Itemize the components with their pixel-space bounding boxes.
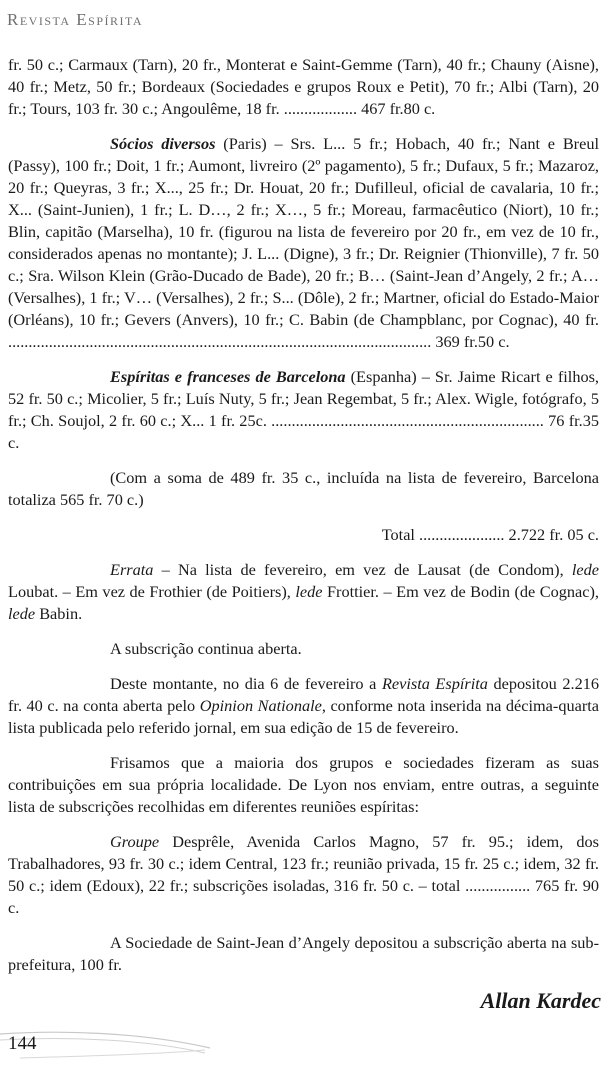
- page-number: 144: [8, 1033, 37, 1054]
- paragraph-1: [8, 54, 599, 120]
- paragraph-text: , conforme nota inserida na décima-quarta lista publicada pelo referido jornal, em sua edição de 15 de fevereiro.: [8, 696, 600, 737]
- paragraph-text: A Sociedade de Saint-Jean d’Angely depositou a subscrição aberta na sub-prefeitura, 100 fr.: [8, 933, 599, 974]
- paragraph-barcelona-note: [8, 467, 599, 511]
- total-text: Total ..................... 2.722 fr. 05 c.: [381, 525, 599, 544]
- groupe-label: Groupe: [110, 832, 160, 851]
- paragraph-text: Frottier. – Em vez de Bodin (de Cognac),: [322, 582, 599, 601]
- paragraph-text: Desprêle, Avenida Carlos Magno, 57 fr. 95.; idem, dos Trabalhadores, 93 fr. 30 c.; idem Central, 123 fr.; reunião privada, 15 fr. 25 c.; idem, 32 fr. 50 c.; idem (Edoux), 22 fr.; subscrições isoladas, 316 fr. 50 c. – total ................ 765 fr. 90 c.: [8, 832, 599, 917]
- newspaper-title: Opinion Nationale: [199, 696, 322, 715]
- paragraph-text: Frisamos que a maioria dos grupos e sociedades fizeram as suas contribuições em sua própria localidade. De Lyon nos enviam, entre outras, a seguinte lista de subscrições recolhidas em diferentes reuniões espíritas:: [8, 753, 599, 816]
- paragraph-text: Deste montante, no dia 6 de fevereiro a: [110, 674, 382, 693]
- paragraph-text: A subscrição continua aberta.: [110, 639, 302, 658]
- signature: Allan Kardec: [480, 988, 601, 1013]
- lede-word: lede: [295, 582, 323, 601]
- paragraph-deposit: [8, 673, 599, 739]
- journal-title: Revista Espírita: [381, 674, 488, 693]
- paragraph-errata: [8, 559, 599, 625]
- paragraph-text: (Paris) – Srs. L... 5 fr.; Hobach, 40 fr.; Nant e Breul (Passy), 100 fr.; Doit, 1 fr.; Aumont, livreiro (2º pagamento), 5 fr.; Dufaux, 5 fr.; Mazaroz, 20 fr.; Queyras, 3 fr.; X..., 25 fr.; Dr. Houat, 20 fr.; Dufilleul, oficial de cavalaria, 10 fr.; X... (Saint-Junien), 1 fr.; L. D…, 2 fr.; X…, 5 fr.; Moreau, farmacêutico (Niort), 10 fr.; Blin, capitão (Marselha), 10 fr. (figurou na lista de fevereiro por 20 fr., em vez de 10 fr., considerados apenas no montante); J. L... (Digne), 3 fr.; Dr. Reignier (Thionville), 7 fr. 50 c.; Sra. Wilson Klein (Grão-Ducado de Bade), 20 fr.; B… (Saint-Jean d’Angely, 2 fr.; A… (Versalhes), 1 fr.; V… (Versalhes), 2 fr.; S... (Dôle), 2 fr.; Martner, oficial do Estado-Maior (Orléans), 10 fr.; Gevers (Anvers), 10 fr.; C. Babin (de Champblanc, por Cognac), 40 fr. ........................................................................................................ 369 fr.50 c.: [8, 134, 599, 351]
- paragraph-text: Loubat. – Em vez de Frothier (de Poitiers),: [8, 582, 296, 601]
- section-lead: Sócios diversos: [110, 134, 216, 153]
- paragraph-barcelona: [8, 366, 599, 454]
- paragraph-lyon: [8, 752, 599, 818]
- paragraph-text: fr. 50 c.; Carmaux (Tarn), 20 fr., Monterat e Saint-Gemme (Tarn), 40 fr.; Chauny (Aisne), 40 fr.; Metz, 50 fr.; Bordeaux (Sociedades e grupos Roux e Petit), 70 fr.; Albi (Tarn), 20 fr.; Tours, 103 fr. 30 c.; Angoulême, 18 fr. .................. 467 fr.80 c.: [8, 55, 599, 118]
- paragraph-text: (Espanha) – Sr. Jaime Ricart e filhos, 52 fr. 50 c.; Micolier, 5 fr.; Luís Nuty, 5 fr.; Jean Regembat, 5 fr.; Alex. Wigle, fotógrafo, 5 fr.; Ch. Soujol, 2 fr. 60 c.; X... 1 fr. 25c. ................................................................... 76 fr.35 c.: [8, 367, 600, 452]
- paragraph-subscription-open: [8, 638, 599, 660]
- paragraph-groupe: [8, 831, 599, 919]
- section-lead: Espíritas e franceses de Barcelona: [110, 367, 346, 386]
- total-line: [8, 524, 599, 546]
- running-header: Revista Espírita: [7, 10, 144, 29]
- paragraph-saint-jean: [8, 932, 599, 976]
- paragraph-socios-diversos: [8, 133, 599, 353]
- paragraph-text: (Com a soma de 489 fr. 35 c., incluída na lista de fevereiro, Barcelona totaliza 565 fr. 70 c.): [8, 468, 599, 509]
- lede-word: lede: [8, 604, 36, 623]
- lede-word: lede: [571, 560, 599, 579]
- page-body: [8, 54, 599, 989]
- errata-label: Errata: [110, 560, 154, 579]
- paragraph-text: – Na lista de fevereiro, em vez de Lausat (de Condom),: [153, 560, 572, 579]
- paragraph-text: depositou 2.216 fr. 40 c. na conta aberta pelo: [8, 674, 599, 715]
- paragraph-text: Babin.: [35, 604, 83, 623]
